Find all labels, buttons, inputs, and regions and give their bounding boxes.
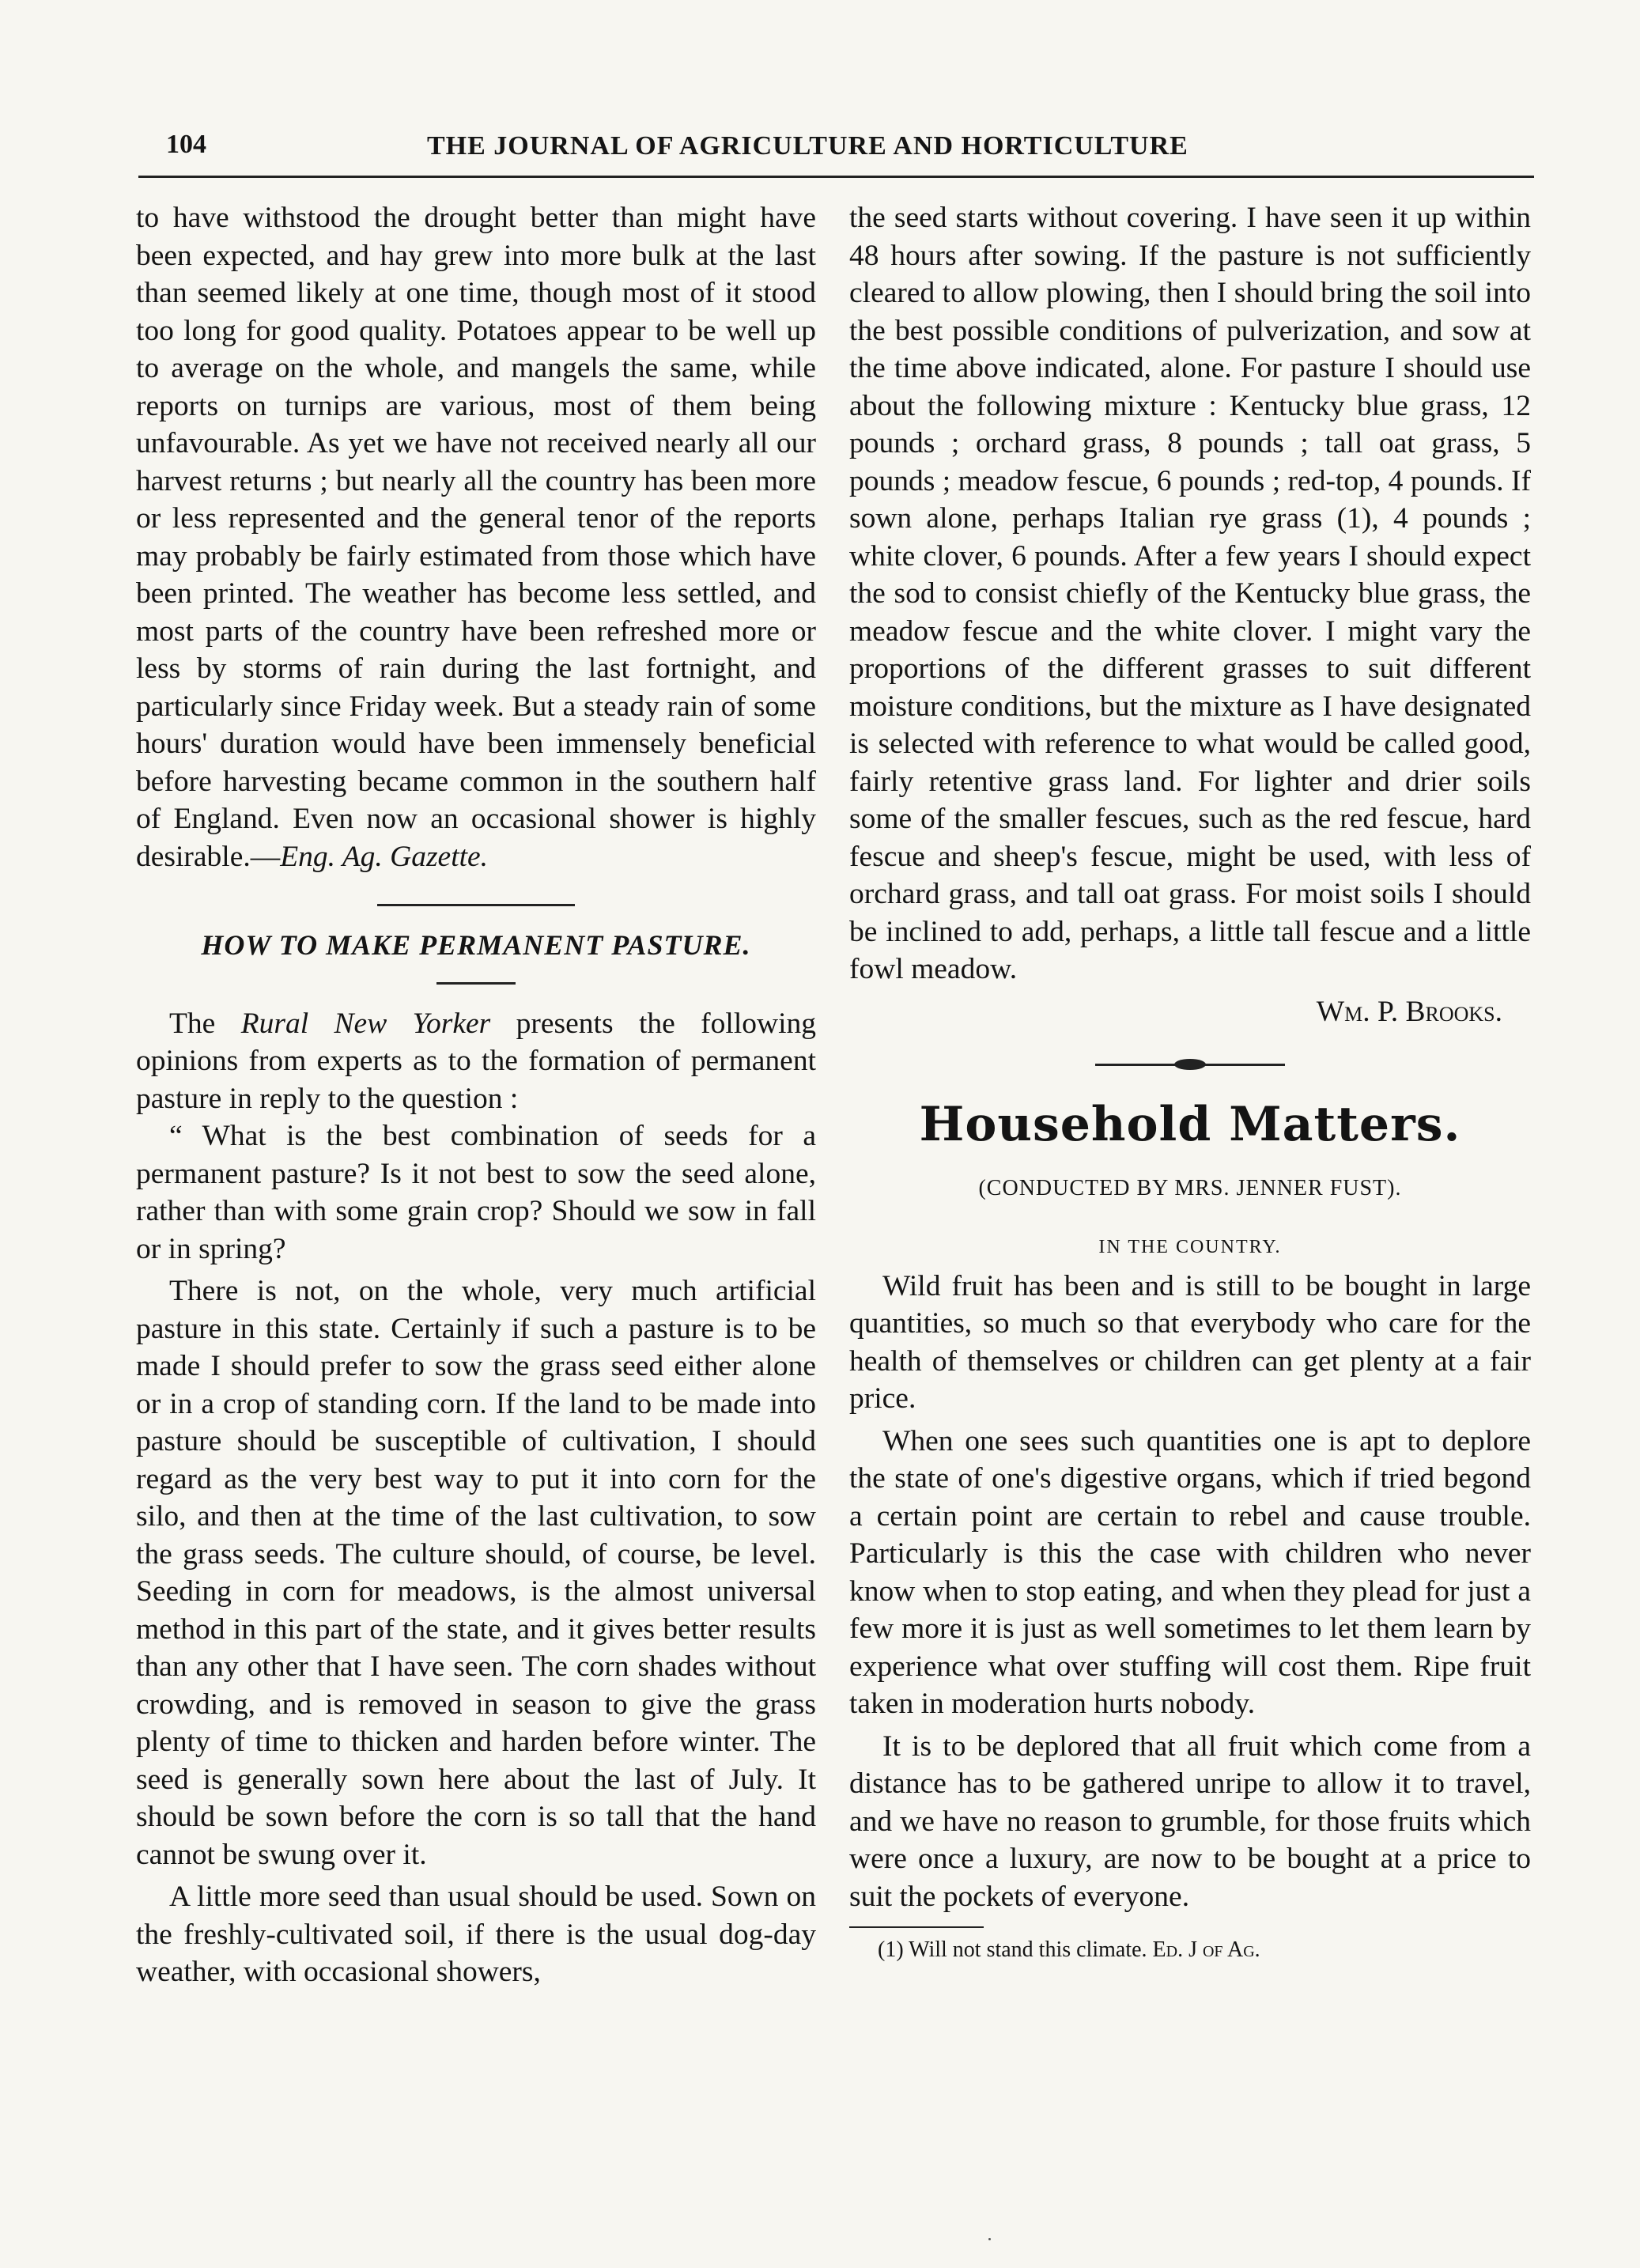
article-paragraph: A little more seed than usual should be used. Sown on the freshly-cultivated soil, if there is the usual dog-day weather, with occasional showers, bbox=[136, 1881, 816, 1988]
section-heading: Household Matters. bbox=[919, 1097, 1461, 1152]
publication-name: Rural New Yorker bbox=[240, 1007, 491, 1040]
intro-source: Eng. Ag. Gazette. bbox=[280, 840, 489, 873]
article-paragraph: Wild fruit has been and is still to be bought in large quantities, so much so that everybody who care for the health of themselves or children can get plenty at a fair price. bbox=[849, 1269, 1531, 1415]
article-paragraph: It is to be deplored that all fruit which come from a distance has to be gathered unripe to allow it to travel, and we have no reason to grumble, for those fruits which were once a luxury, are now to be bought at a price to suit the pockets of everyone. bbox=[849, 1729, 1531, 1913]
ornament-dot bbox=[1174, 1059, 1206, 1070]
ornamental-divider bbox=[1095, 1057, 1285, 1073]
article-paragraph: When one sees such quantities one is apt to deplore the state of one's digestive organs, which if tried begond a certain point are certain to rebel and cause trouble. Particularly is this the case with children who never know when to stop eating, and when they plead for just a few more it is just as well sometimes to let them learn by experience what over stuffing will cost them. Ripe fruit taken in moderation hurts nobody. bbox=[849, 1424, 1531, 1720]
article-paragraph bbox=[136, 1005, 816, 1118]
page-header bbox=[150, 127, 1542, 168]
header-rule bbox=[138, 176, 1534, 178]
left-column bbox=[136, 199, 816, 1991]
question-paragraph: “ What is the best combination of seeds for a permanent pasture? Is it not best to sow the seed alone, rather than with some grain crop? Should we sow in fall or in spring? bbox=[136, 1120, 816, 1265]
para-rest: presents the following opinions from experts as to the formation of permanent pasture in reply to the question : bbox=[136, 1007, 816, 1115]
intro-paragraph bbox=[136, 199, 816, 875]
section-divider bbox=[377, 904, 575, 906]
article-paragraph: the seed starts without covering. I have seen it up within 48 hours after sowing. If the pasture is not sufficiently cleared to allow plowing, then I should bring the soil into the best possible conditions of pulverization, and sow at the time above indicated, alone. For pasture I should use about the following mixture : Kentucky blue grass, 12 pounds ; orchard grass, 8 pounds ; tall oat grass, 5 pounds ; meadow fescue, 6 pounds ; red-top, 4 pounds. If sown alone, perhaps Italian rye grass (1), 4 pounds ; white clover, 6 pounds. After a few years I should expect the sod to consist chiefly of the Kentucky blue grass, the meadow fescue and the white clover. I might vary the proportions of the different grasses to suit different moisture conditions, but the mixture as I have designated is selected with reference to what would be called good, fairly retentive grass land. For lighter and drier soils some of the smaller fescues, such as the red fescue, hard fescue and sheep's fescue, might be used, with less of orchard grass, and tall oat grass. For moist soils I should be inclined to add, perhaps, a little tall fescue and a little fowl meadow. bbox=[849, 202, 1531, 985]
paper-speck bbox=[988, 2238, 991, 2240]
footnote-text: (1) Will not stand this climate. bbox=[878, 1937, 1153, 1962]
article-title: HOW TO MAKE PERMANENT PASTURE. bbox=[201, 929, 751, 961]
conducted-by: (CONDUCTED BY MRS. JENNER FUST). bbox=[978, 1176, 1402, 1200]
footnote-rule bbox=[849, 1926, 984, 1928]
article-paragraph: There is not, on the whole, very much artificial pasture in this state. Certainly if such a pasture is to be made I should prefer to sow the grass seed either alone or in a crop of standing corn. If the land to be made into pasture should be susceptible of cultivation, I should regard as the very best way to put it into corn for the silo, and then at the time of the last cultivation, to sow the grass seeds. The culture should, of course, be level. Seeding in corn for meadows, is the almost universal method in this part of the state, and it gives better results than any other that I have seen. The corn shades without crowding, and is removed in season to give the grass plenty of time to thicken and harden before winter. The seed is generally sown here about the last of July. It should be sown before the corn is so tall that the hand cannot be swung over it. bbox=[136, 1275, 816, 1871]
footnote-editor: Ed. J of Ag. bbox=[1152, 1937, 1260, 1962]
intro-text: to have withstood the drought better than might have been expected, and hay grew into more bulk at the last than seemed likely at one time, though most of it stood too long for good quality. Potatoes appear to be well up to average on the whole, and mangels the same, while reports on turnips are various, most of them being unfavourable. As yet we have not received nearly all our harvest returns ; but nearly all the country has been more or less represented and the general tenor of the reports may probably be fairly estimated from those which have been printed. The weather has become less settled, and most parts of the country have been refreshed more or less by storms of rain during the last fortnight, and particularly since Friday week. But a steady rain of some hours' duration would have been immensely beneficial before harvesting became common in the southern half of England. Even now an occasional shower is highly desirable.— bbox=[136, 202, 816, 873]
title-underline bbox=[436, 982, 516, 985]
page-number: 104 bbox=[166, 130, 206, 159]
para-lead: The bbox=[169, 1007, 241, 1040]
running-title: THE JOURNAL OF AGRICULTURE AND HORTICULTURE bbox=[427, 131, 1188, 161]
subsection-title: IN THE COUNTRY. bbox=[1098, 1236, 1282, 1257]
author-signature: Wm. P. Brooks. bbox=[1316, 995, 1502, 1028]
right-column bbox=[849, 199, 1531, 1964]
footnote bbox=[849, 1936, 1531, 1964]
